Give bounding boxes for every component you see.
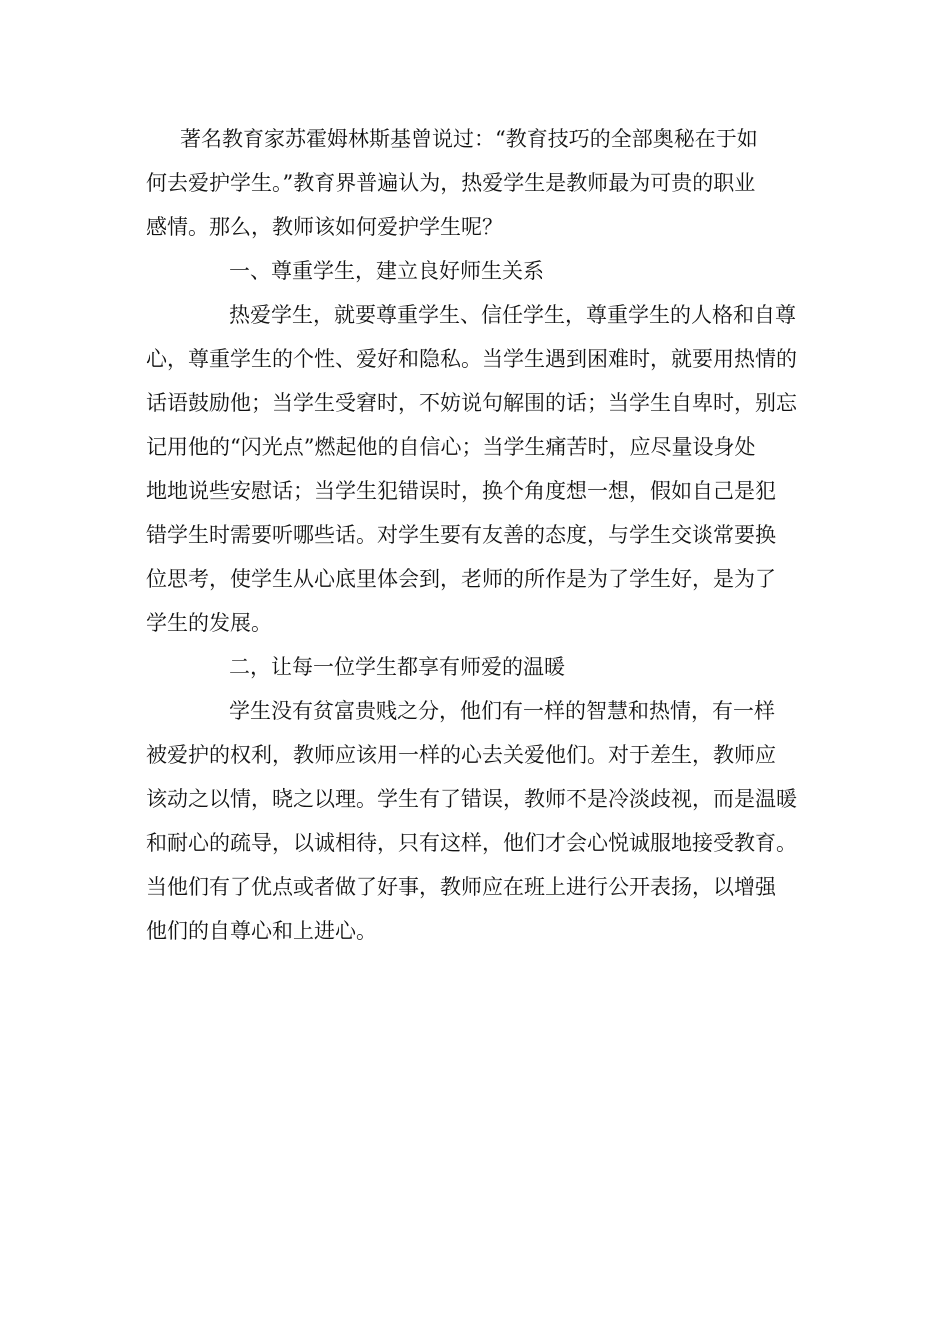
intro-line: 何去爱护学生。”教育界普遍认为，热爱学生是教师最为可贵的职业 xyxy=(146,171,756,195)
section1-line: 心，尊重学生的个性、爱好和隐私。当学生遇到困难时，就要用热情的 xyxy=(146,347,797,371)
section1-line: 地地说些安慰话；当学生犯错误时，换个角度想一想，假如自己是犯 xyxy=(146,479,776,503)
section1-line: 热爱学生，就要尊重学生、信任学生，尊重学生的人格和自尊 xyxy=(229,303,796,327)
section2-line: 学生没有贫富贵贱之分，他们有一样的智慧和热情，有一样 xyxy=(229,699,775,723)
section2-line: 被爱护的权利，教师应该用一样的心去关爱他们。对于差生，教师应 xyxy=(146,743,776,767)
section2-line: 当他们有了优点或者做了好事，教师应在班上进行公开表扬，以增强 xyxy=(146,875,776,899)
section1-line: 话语鼓励他；当学生受窘时，不妨说句解围的话；当学生自卑时，别忘 xyxy=(146,391,797,415)
section-heading-1: 一、尊重学生，建立良好师生关系 xyxy=(229,259,544,283)
section1-line: 错学生时需要听哪些话。对学生要有友善的态度，与学生交谈常要换 xyxy=(146,523,776,547)
section2-line: 他们的自尊心和上进心。 xyxy=(146,919,377,943)
section1-line: 学生的发展。 xyxy=(146,611,272,635)
section2-line: 和耐心的疏导，以诚相待，只有这样，他们才会心悦诚服地接受教育。 xyxy=(146,831,797,855)
section2-line: 该动之以情，晓之以理。学生有了错误，教师不是冷淡歧视，而是温暖 xyxy=(146,787,797,811)
intro-line: 著名教育家苏霍姆林斯基曾说过：“教育技巧的全部奥秘在于如 xyxy=(180,127,758,151)
section1-line: 位思考，使学生从心底里体会到，老师的所作是为了学生好，是为了 xyxy=(146,567,776,591)
section1-line: 记用他的“闪光点”燃起他的自信心；当学生痛苦时，应尽量设身处 xyxy=(146,435,756,459)
section-heading-2: 二，让每一位学生都享有师爱的温暖 xyxy=(229,655,565,679)
intro-line: 感情。那么，教师该如何爱护学生呢？ xyxy=(146,215,503,239)
